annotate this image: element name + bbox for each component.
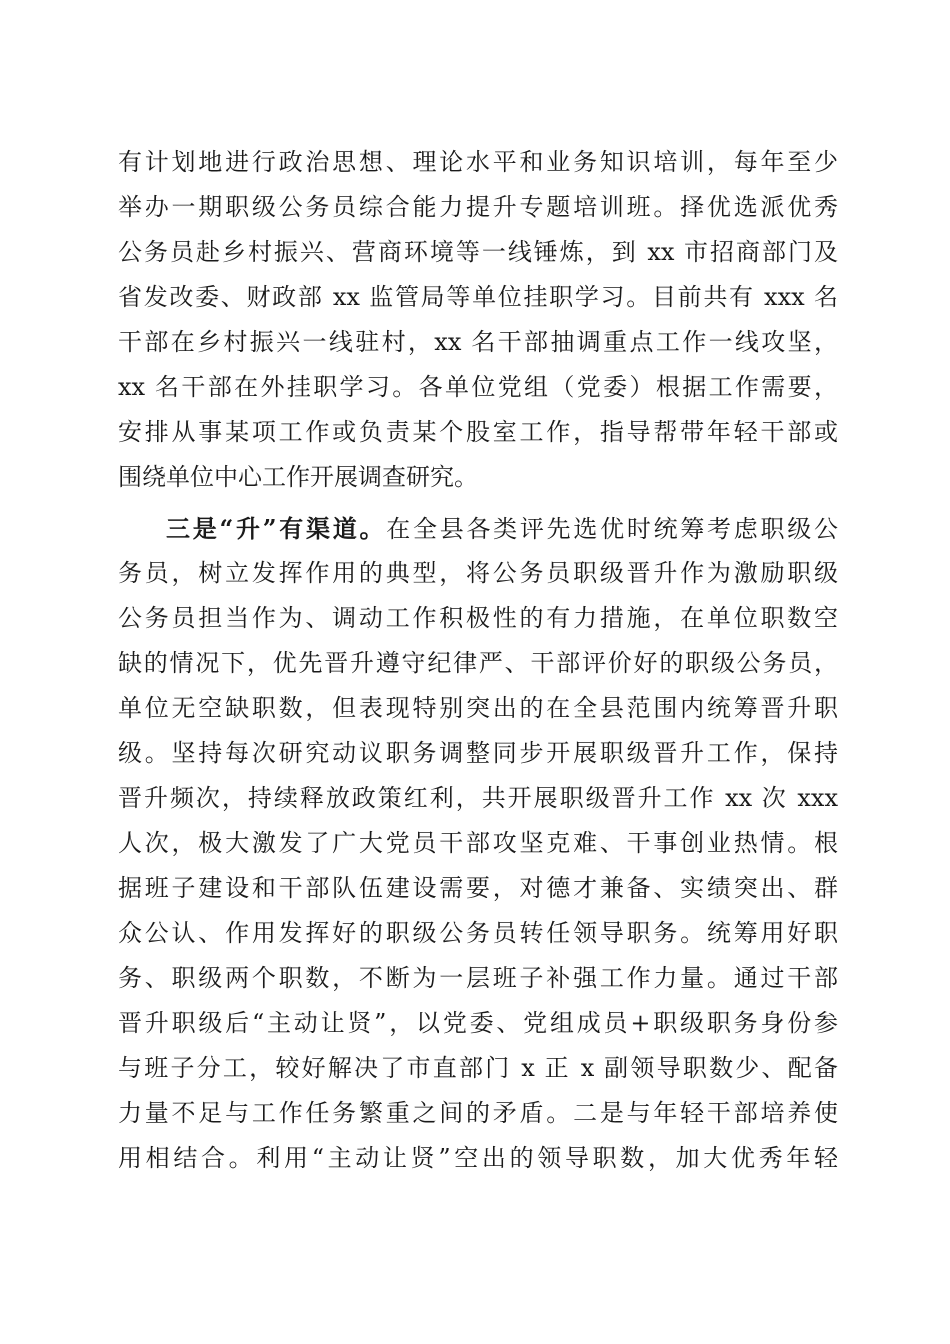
paragraph-line: 围绕单位中心工作开展调查研究。 — [118, 463, 478, 491]
paragraph-line: 缺的情况下，优先晋升遵守纪律严、干部评价好的职级公务员， — [118, 649, 838, 677]
paragraph-line: 安排从事某项工作或负责某个股室工作，指导帮带年轻干部或 — [118, 418, 838, 446]
paragraph-line: 公务员担当作为、调动工作积极性的有力措施，在单位职数空 — [118, 604, 838, 632]
paragraph-line: 务、职级两个职数，不断为一层班子补强工作力量。通过干部 — [118, 964, 838, 992]
paragraph-2 — [118, 506, 838, 1181]
paragraph-line: xx 名干部在外挂职学习。各单位党组（党委）根据工作需要， — [118, 373, 838, 401]
paragraph-line: 用相结合。利用“主动让贤”空出的领导职数，加大优秀年轻 — [118, 1144, 838, 1172]
paragraph-line: 晋升频次，持续释放政策红利，共开展职级晋升工作 xx 次 xxx — [118, 784, 838, 812]
paragraph-first-line — [118, 506, 838, 551]
paragraph-line: 单位无空缺职数，但表现特别突出的在全县范围内统筹晋升职 — [118, 694, 838, 722]
paragraph-line: 公务员赴乡村振兴、营商环境等一线锤炼，到 xx 市招商部门及 — [118, 238, 838, 266]
document-body — [118, 140, 838, 1181]
paragraph-line: 与班子分工，较好解决了市直部门 x 正 x 副领导职数少、配备 — [118, 1054, 838, 1082]
paragraph-line: 干部在乡村振兴一线驻村，xx 名干部抽调重点工作一线攻坚， — [118, 328, 838, 356]
paragraph-line: 省发改委、财政部 xx 监管局等单位挂职学习。目前共有 xxx 名 — [118, 283, 838, 311]
paragraph-line: 有计划地进行政治思想、理论水平和业务知识培训，每年至少 — [118, 148, 838, 176]
paragraph-1 — [118, 140, 838, 500]
first-line-text: 在全县各类评先选优时统筹考虑职级公 — [386, 515, 838, 543]
paragraph-line: 务员，树立发挥作用的典型，将公务员职级晋升作为激励职级 — [118, 559, 838, 587]
paragraph-line: 人次，极大激发了广大党员干部攻坚克难、干事创业热情。根 — [118, 829, 838, 857]
paragraph-line: 举办一期职级公务员综合能力提升专题培训班。择优选派优秀 — [118, 193, 838, 221]
paragraph-line: 众公认、作用发挥好的职级公务员转任领导职务。统筹用好职 — [118, 919, 838, 947]
paragraph-line: 级。坚持每次研究动议职务调整同步开展职级晋升工作，保持 — [118, 739, 838, 767]
paragraph-line: 晋升职级后“主动让贤”，以党委、党组成员+职级职务身份参 — [118, 1009, 838, 1037]
section-heading: 三是“升”有渠道。 — [166, 514, 387, 543]
paragraph-line: 据班子建设和干部队伍建设需要，对德才兼备、实绩突出、群 — [118, 874, 838, 902]
paragraph-line: 力量不足与工作任务繁重之间的矛盾。二是与年轻干部培养使 — [118, 1099, 838, 1127]
